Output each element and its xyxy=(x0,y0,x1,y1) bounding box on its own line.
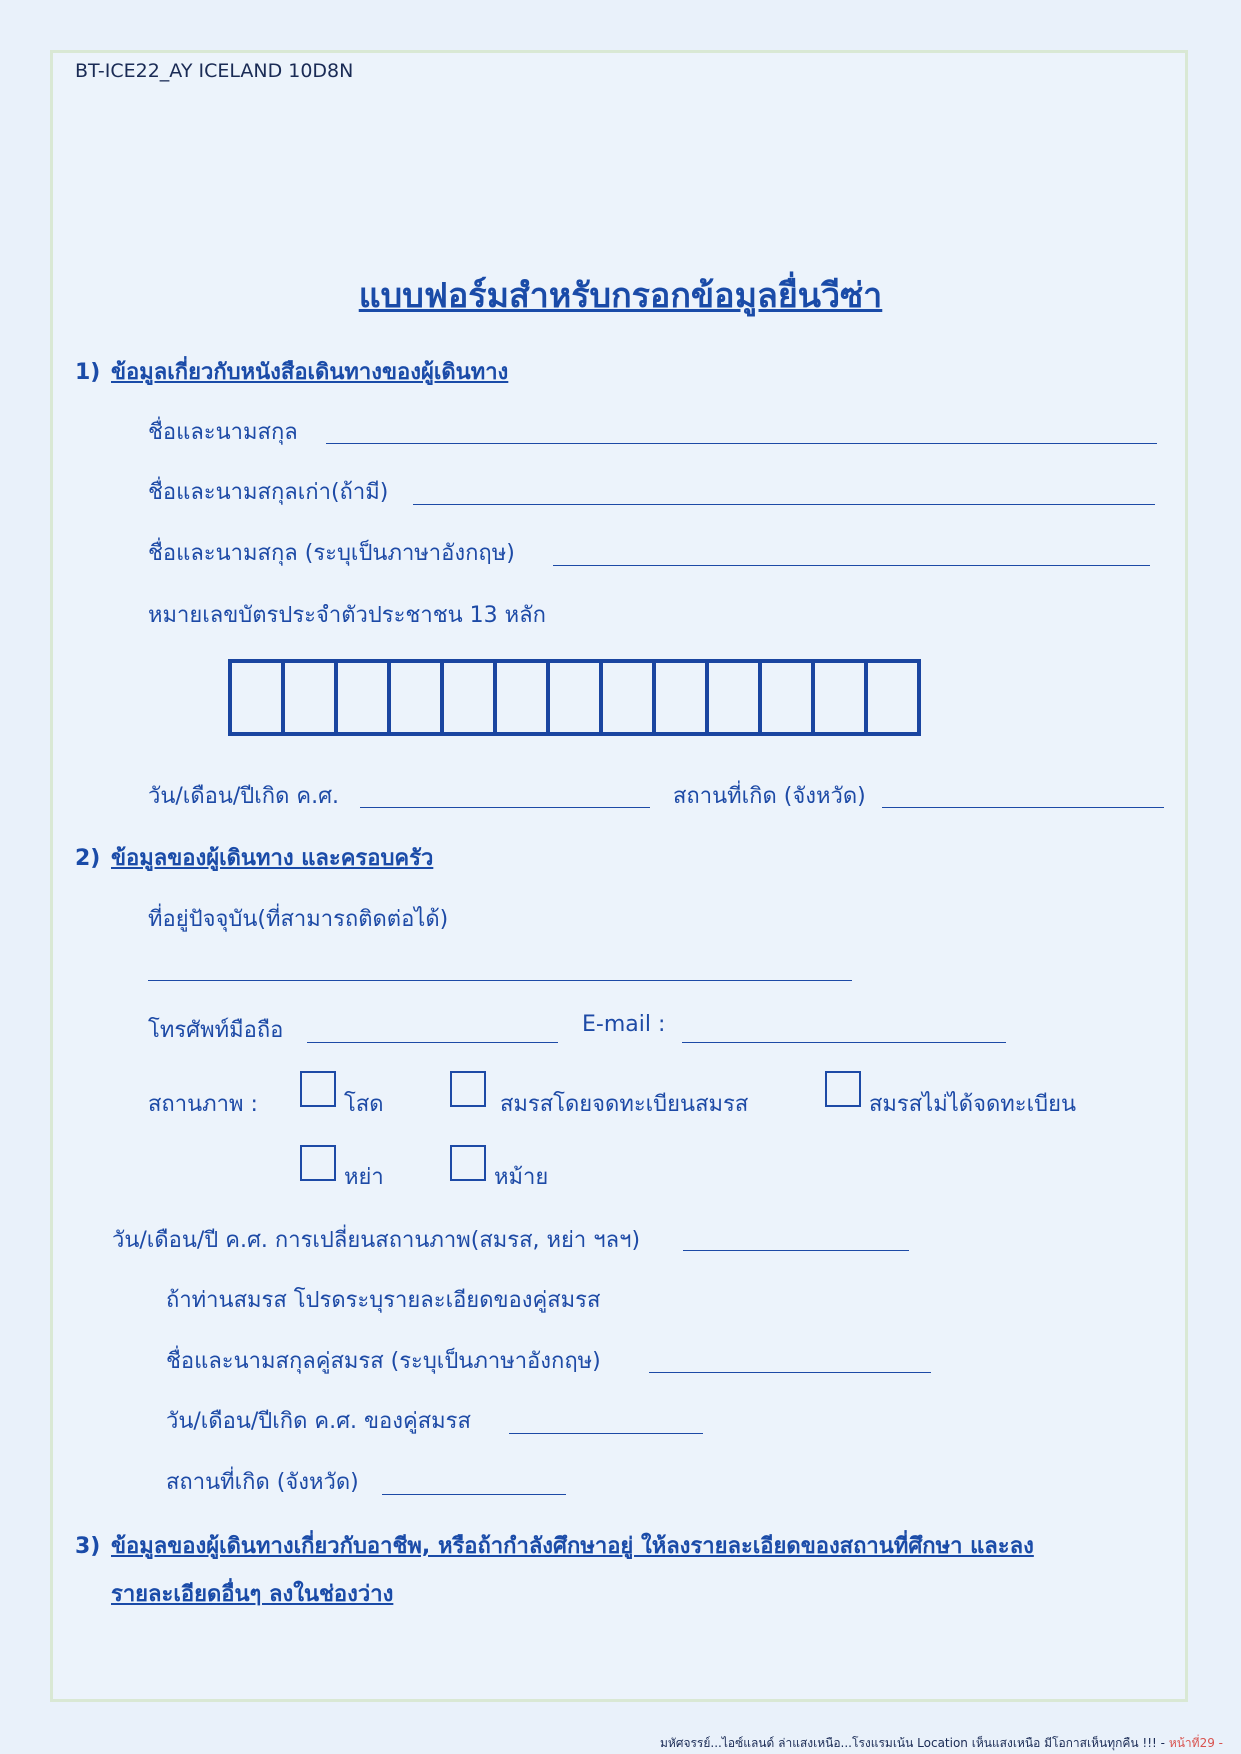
former-name-label: ชื่อและนามสกุลเก่า(ถ้ามี) xyxy=(148,480,389,505)
status-divorced-checkbox[interactable] xyxy=(300,1145,336,1181)
birthplace-field[interactable] xyxy=(882,807,1164,808)
spouse-name-label: ชื่อและนามสกุลคู่สมรส (ระบุเป็นภาษาอังกฤษ) xyxy=(166,1349,601,1374)
section-3-number: 3) xyxy=(75,1534,101,1559)
id-digit-box[interactable] xyxy=(334,659,391,736)
section-1-heading xyxy=(75,354,508,389)
spouse-birthplace-field[interactable] xyxy=(382,1494,566,1495)
section-3-heading xyxy=(75,1528,1034,1563)
status-married-registered-label: สมรสโดยจดทะเบียนสมรส xyxy=(500,1092,749,1117)
status-married-unregistered-label: สมรสไม่ได้จดทะเบียน xyxy=(869,1092,1077,1117)
birthplace-label: สถานที่เกิด (จังหวัด) xyxy=(673,784,866,809)
former-name-field[interactable] xyxy=(413,504,1155,505)
address-label: ที่อยู่ปัจจุบัน(ที่สามารถติดต่อได้) xyxy=(148,907,449,932)
english-name-label: ชื่อและนามสกุล (ระบุเป็นภาษาอังกฤษ) xyxy=(148,541,515,566)
address-field[interactable] xyxy=(148,980,852,981)
section-1-title: ข้อมูลเกี่ยวกับหนังสือเดินทางของผู้เดินทาง xyxy=(111,360,509,385)
id-card-digit-boxes xyxy=(228,659,917,736)
spouse-dob-field[interactable] xyxy=(509,1433,703,1434)
footer-tagline: มหัศจรรย์...ไอซ์แลนด์ ล่าแสงเหนือ...โรงแรมเน้น Location เห็นแสงเหนือ มีโอกาสเห็นทุกคืน !!! - xyxy=(660,1736,1169,1750)
spouse-intro: ถ้าท่านสมรส โปรดระบุรายละเอียดของคู่สมรส xyxy=(166,1288,601,1313)
section-2-number: 2) xyxy=(75,846,101,871)
email-field[interactable] xyxy=(682,1042,1006,1043)
spouse-dob-label: วัน/เดือน/ปีเกิด ค.ศ. ของคู่สมรส xyxy=(166,1409,471,1434)
status-married-unregistered-checkbox[interactable] xyxy=(825,1071,861,1107)
status-label: สถานภาพ : xyxy=(148,1092,258,1117)
id-digit-box[interactable] xyxy=(440,659,497,736)
english-name-field[interactable] xyxy=(553,565,1150,566)
id-digit-box[interactable] xyxy=(758,659,815,736)
section-1-number: 1) xyxy=(75,360,101,385)
section-3-title-line2-wrap xyxy=(111,1576,393,1611)
page-footer xyxy=(660,1734,1223,1753)
section-3-title-line2: รายละเอียดอื่นๆ ลงในช่องว่าง xyxy=(111,1582,394,1607)
status-divorced-label: หย่า xyxy=(344,1165,384,1190)
dob-field[interactable] xyxy=(360,807,650,808)
section-2-title: ข้อมูลของผู้เดินทาง และครอบครัว xyxy=(111,846,434,871)
id-digit-box[interactable] xyxy=(493,659,550,736)
id-digit-box[interactable] xyxy=(652,659,709,736)
id-digit-box[interactable] xyxy=(599,659,656,736)
status-single-checkbox[interactable] xyxy=(300,1071,336,1107)
spouse-name-field[interactable] xyxy=(649,1372,931,1373)
status-single-label: โสด xyxy=(344,1092,384,1117)
id-digit-box[interactable] xyxy=(811,659,868,736)
id-digit-box[interactable] xyxy=(705,659,762,736)
id-card-label: หมายเลขบัตรประจำตัวประชาชน 13 หลัก xyxy=(148,603,546,628)
status-change-field[interactable] xyxy=(683,1250,909,1251)
status-married-registered-checkbox[interactable] xyxy=(450,1071,486,1107)
document-code: BT-ICE22_AY ICELAND 10D8N xyxy=(75,60,354,82)
page-number: หน้าที่29 - xyxy=(1168,1736,1223,1750)
id-digit-box[interactable] xyxy=(387,659,444,736)
id-digit-box[interactable] xyxy=(546,659,603,736)
section-3-title-line1: ข้อมูลของผู้เดินทางเกี่ยวกับอาชีพ, หรือถ้ากำลังศึกษาอยู่ ให้ลงรายละเอียดของสถานที่ศึกษา และลง xyxy=(111,1534,1034,1559)
status-widowed-label: หม้าย xyxy=(494,1165,549,1190)
mobile-label: โทรศัพท์มือถือ xyxy=(148,1018,284,1043)
status-change-label: วัน/เดือน/ปี ค.ศ. การเปลี่ยนสถานภาพ(สมรส, หย่า ฯลฯ) xyxy=(112,1228,641,1253)
dob-label: วัน/เดือน/ปีเกิด ค.ศ. xyxy=(148,784,340,809)
name-field[interactable] xyxy=(326,443,1157,444)
status-widowed-checkbox[interactable] xyxy=(450,1145,486,1181)
email-label: E-mail : xyxy=(582,1012,666,1037)
id-digit-box[interactable] xyxy=(281,659,338,736)
spouse-birthplace-label: สถานที่เกิด (จังหวัด) xyxy=(166,1470,359,1495)
form-title: แบบฟอร์มสำหรับกรอกข้อมูลยื่นวีซ่า xyxy=(358,276,883,316)
mobile-field[interactable] xyxy=(307,1042,558,1043)
id-digit-box[interactable] xyxy=(864,659,921,736)
name-label: ชื่อและนามสกุล xyxy=(148,420,298,445)
id-digit-box[interactable] xyxy=(228,659,285,736)
section-2-heading xyxy=(75,840,433,875)
